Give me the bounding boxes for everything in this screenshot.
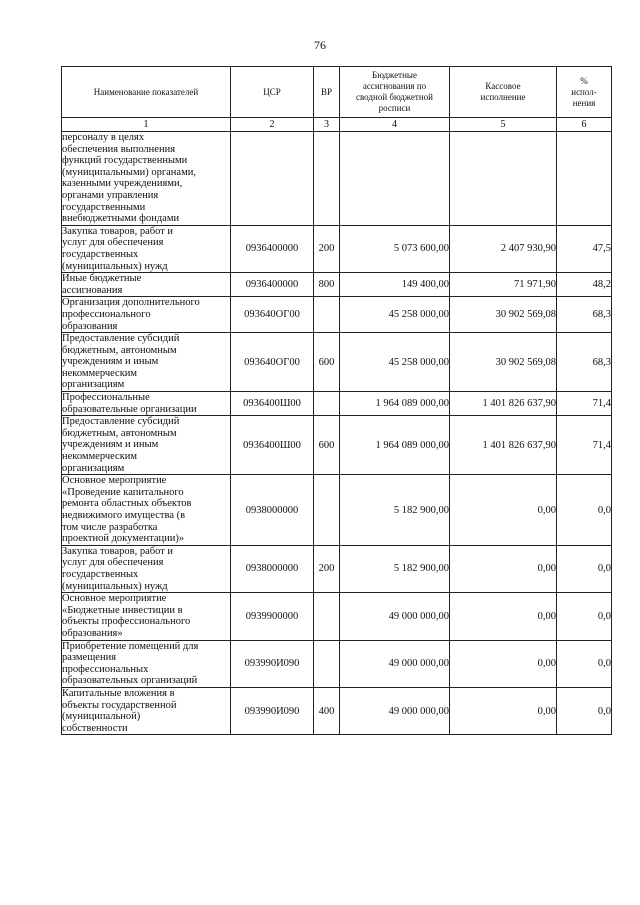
header-cash-line: Кассовое: [485, 81, 521, 91]
indicator-name-line: образовательные организации: [62, 403, 197, 415]
indicator-name-line: некоммерческим: [62, 451, 138, 463]
indicator-name-line: Закупка товаров, работ и: [62, 225, 174, 237]
indicator-name-line: бюджетным, автономным: [62, 427, 177, 439]
csr-cell: 093640ОГ00: [231, 297, 314, 333]
cash-cell: 0,00: [450, 545, 557, 592]
header-pct-line: %: [580, 75, 588, 86]
column-number-row: [62, 118, 612, 132]
indicator-name-cell: [62, 640, 231, 687]
header-budget-line: ассигнования по: [362, 81, 427, 91]
indicator-name-line: услуг для обеспечения: [62, 557, 164, 569]
indicator-name-line: объекты профессионального: [62, 616, 191, 628]
csr-cell: 0936400Ш00: [231, 416, 314, 475]
cash-cell: 0,00: [450, 593, 557, 640]
indicator-name-line: недвижимого имущества (в: [62, 510, 186, 521]
budget-cell: 5 073 600,00: [340, 225, 450, 272]
header-budget-line: сводной бюджетной: [356, 92, 433, 102]
indicator-name-cell: [62, 273, 231, 297]
cash-cell: 0,00: [450, 640, 557, 687]
csr-cell: 0939900000: [231, 593, 314, 640]
vr-cell: 200: [314, 545, 340, 592]
indicator-name-line: собственности: [62, 722, 128, 734]
pct-cell: 48,2: [557, 273, 612, 297]
budget-execution-table: [61, 66, 612, 735]
indicator-name-line: образования»: [62, 627, 123, 639]
indicator-name-cell: [62, 545, 231, 592]
budget-cell: 5 182 900,00: [340, 545, 450, 592]
vr-cell: 200: [314, 225, 340, 272]
indicator-name-cell: [62, 225, 231, 272]
table-row: [62, 392, 612, 416]
csr-cell: 0938000000: [231, 545, 314, 592]
vr-cell: 600: [314, 416, 340, 475]
indicator-name-cell: [62, 392, 231, 416]
header-pct: [557, 67, 612, 118]
cash-cell: 2 407 930,90: [450, 225, 557, 272]
indicator-name-line: (муниципальных) нужд: [62, 580, 168, 592]
vr-cell: [314, 593, 340, 640]
indicator-name-cell: [62, 132, 231, 226]
budget-cell: 5 182 900,00: [340, 475, 450, 546]
pct-cell: 68,3: [557, 333, 612, 392]
table-row: [62, 273, 612, 297]
column-number: 6: [557, 118, 612, 132]
indicator-name-line: казенными учреждениями,: [62, 178, 183, 190]
cash-cell: 71 971,90: [450, 273, 557, 297]
header-budget: [340, 67, 450, 118]
indicator-name-cell: [62, 333, 231, 392]
indicator-name-line: некоммерческим: [62, 367, 138, 379]
indicator-name-cell: [62, 593, 231, 640]
budget-cell: 1 964 089 000,00: [340, 416, 450, 475]
header-csr: ЦСР: [231, 67, 314, 118]
header-budget-line: росписи: [378, 103, 411, 113]
indicator-name-cell: [62, 475, 231, 546]
pct-cell: 47,5: [557, 225, 612, 272]
budget-cell: 49 000 000,00: [340, 687, 450, 734]
indicator-name-line: образовательных организаций: [62, 675, 198, 687]
indicator-name-line: бюджетным, автономным: [62, 344, 177, 356]
budget-cell: 149 400,00: [340, 273, 450, 297]
column-number: 3: [314, 118, 340, 132]
table-row: [62, 132, 612, 226]
pct-cell: 0,0: [557, 475, 612, 546]
indicator-name-line: организациям: [62, 462, 125, 474]
cash-cell: 0,00: [450, 687, 557, 734]
csr-cell: 0936400Ш00: [231, 392, 314, 416]
pct-cell: 0,0: [557, 687, 612, 734]
indicator-name-line: учреждениям и иным: [62, 356, 159, 368]
indicator-name-line: ремонта областных объектов: [62, 498, 192, 510]
cash-cell: 30 902 569,08: [450, 333, 557, 392]
indicator-name-line: (муниципальными) органами,: [62, 166, 196, 178]
indicator-name-line: Предоставление субсидий: [62, 333, 180, 345]
cash-cell: 1 401 826 637,90: [450, 416, 557, 475]
indicator-name-line: государственных: [62, 248, 139, 260]
header-budget-line: Бюджетные: [372, 70, 417, 80]
vr-cell: [314, 475, 340, 546]
indicator-name-line: (муниципальных) нужд: [62, 260, 168, 272]
vr-cell: 800: [314, 273, 340, 297]
pct-cell: 71,4: [557, 392, 612, 416]
csr-cell: [231, 132, 314, 226]
csr-cell: 093990И090: [231, 640, 314, 687]
header-cash-line: исполнение: [480, 92, 526, 102]
vr-cell: [314, 392, 340, 416]
indicator-name-line: Профессиональные: [62, 392, 150, 404]
pct-cell: [557, 132, 612, 226]
indicator-name-line: Основное мероприятие: [62, 475, 167, 487]
indicator-name-line: профессиональных: [62, 663, 149, 675]
csr-cell: 0936400000: [231, 225, 314, 272]
budget-cell: 49 000 000,00: [340, 593, 450, 640]
header-cash: [450, 67, 557, 118]
table-row: [62, 225, 612, 272]
table-row: [62, 416, 612, 475]
page-number: 76: [314, 38, 326, 52]
indicator-name-line: органами управления: [62, 189, 159, 201]
budget-cell: 49 000 000,00: [340, 640, 450, 687]
table-row: [62, 687, 612, 734]
indicator-name-line: размещения: [62, 652, 117, 664]
indicator-name-cell: [62, 416, 231, 475]
cash-cell: 30 902 569,08: [450, 297, 557, 333]
csr-cell: 093640ОГ00: [231, 333, 314, 392]
indicator-name-line: функций государственными: [62, 155, 188, 167]
indicator-name-line: (муниципальной): [62, 711, 141, 723]
indicator-name-line: Приобретение помещений для: [62, 640, 199, 652]
indicator-name-line: том числе разработка: [62, 521, 158, 533]
indicator-name-line: образования: [62, 320, 118, 332]
csr-cell: 0936400000: [231, 273, 314, 297]
indicator-name-line: персоналу в целях: [62, 132, 145, 143]
indicator-name-line: внебюджетными фондами: [62, 213, 180, 225]
column-number: 1: [62, 118, 231, 132]
vr-cell: [314, 132, 340, 226]
indicator-name-line: организациям: [62, 379, 125, 391]
header-row: [62, 67, 612, 118]
pct-cell: 71,4: [557, 416, 612, 475]
indicator-name-line: Иные бюджетные: [62, 273, 142, 285]
cash-cell: 0,00: [450, 475, 557, 546]
indicator-name-line: государственных: [62, 568, 139, 580]
indicator-name-line: «Бюджетные инвестиции в: [62, 604, 183, 616]
pct-cell: 0,0: [557, 640, 612, 687]
column-number: 4: [340, 118, 450, 132]
indicator-name-line: Предоставление субсидий: [62, 416, 180, 428]
pct-cell: 0,0: [557, 545, 612, 592]
cash-cell: 1 401 826 637,90: [450, 392, 557, 416]
column-number: 5: [450, 118, 557, 132]
header-pct-line: испол-: [571, 86, 597, 97]
budget-cell: 45 258 000,00: [340, 297, 450, 333]
table-row: [62, 475, 612, 546]
csr-cell: 0938000000: [231, 475, 314, 546]
table-row: [62, 545, 612, 592]
cash-cell: [450, 132, 557, 226]
indicator-name-cell: [62, 297, 231, 333]
indicator-name-line: учреждениям и иным: [62, 439, 159, 451]
indicator-name-line: Основное мероприятие: [62, 593, 167, 605]
header-name: Наименование показателей: [62, 67, 231, 118]
budget-cell: 45 258 000,00: [340, 333, 450, 392]
vr-cell: [314, 297, 340, 333]
pct-cell: 0,0: [557, 593, 612, 640]
indicator-name-line: ассигнования: [62, 284, 123, 296]
table-row: [62, 297, 612, 333]
indicator-name-line: профессионального: [62, 308, 151, 320]
vr-cell: 600: [314, 333, 340, 392]
budget-cell: 1 964 089 000,00: [340, 392, 450, 416]
table-row: [62, 640, 612, 687]
indicator-name-line: Организация дополнительного: [62, 297, 200, 309]
indicator-name-line: Капитальные вложения в: [62, 687, 175, 699]
indicator-name-line: Закупка товаров, работ и: [62, 545, 174, 557]
table-row: [62, 593, 612, 640]
indicator-name-line: объекты государственной: [62, 699, 177, 711]
vr-cell: [314, 640, 340, 687]
header-vr: ВР: [314, 67, 340, 118]
indicator-name-line: услуг для обеспечения: [62, 237, 164, 249]
indicator-name-cell: [62, 687, 231, 734]
table-row: [62, 333, 612, 392]
column-number: 2: [231, 118, 314, 132]
pct-cell: 68,3: [557, 297, 612, 333]
indicator-name-line: обеспечения выполнения: [62, 143, 176, 155]
budget-cell: [340, 132, 450, 226]
indicator-name-line: проектной документации)»: [62, 533, 185, 545]
csr-cell: 093990И090: [231, 687, 314, 734]
vr-cell: 400: [314, 687, 340, 734]
table-body: [62, 132, 612, 735]
header-pct-line: нения: [572, 97, 596, 108]
indicator-name-line: государственными: [62, 201, 146, 213]
indicator-name-line: «Проведение капитального: [62, 486, 184, 498]
